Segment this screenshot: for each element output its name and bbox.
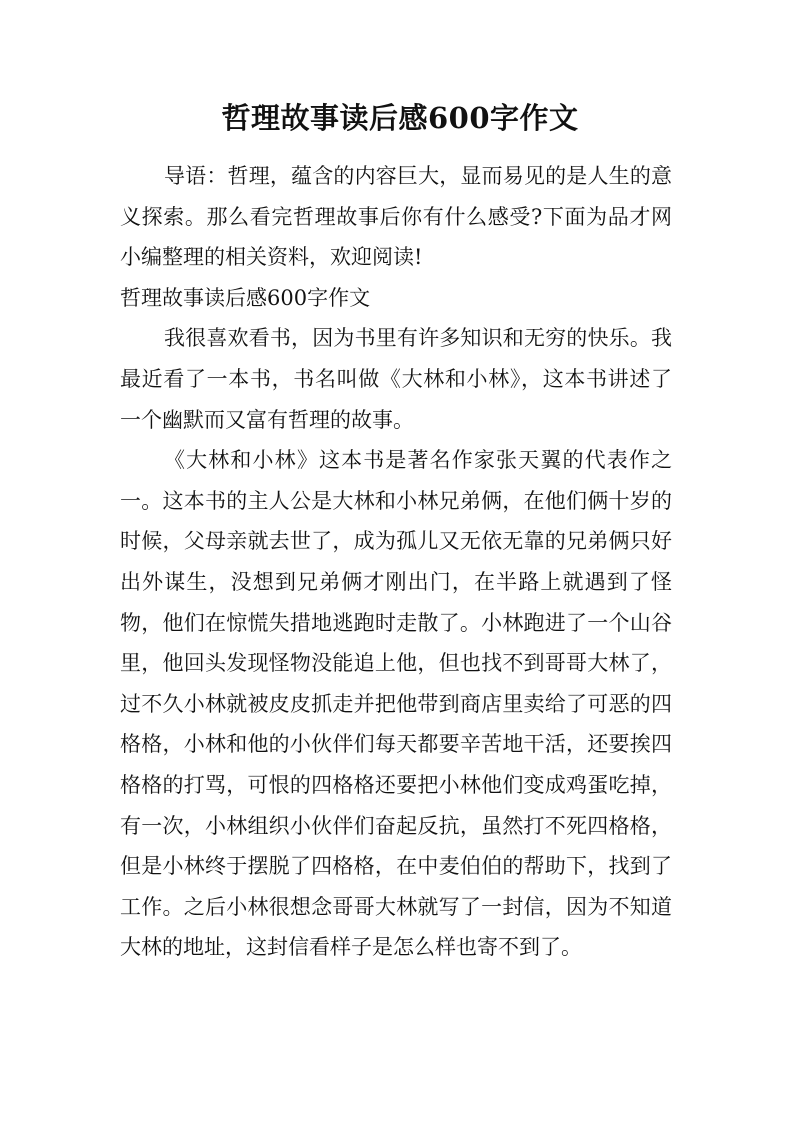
document-body: [120, 156, 672, 968]
section-subheading: 哲理故事读后感600字作文: [120, 285, 371, 310]
body-paragraph: 《大林和小林》这本书是著名作家张天翼的代表作之一。这本书的主人公是大林和小林兄弟俩，在他们俩十岁的时候，父母亲就去世了，成为孤儿又无依无靠的兄弟俩只好出外谋生，没想到兄弟俩才刚出门，在半路上就遇到了怪物，他们在惊慌失措地逃跑时走散了。小林跑进了一个山谷里，他回头发现怪物没能追上他，但也找不到哥哥大林了，过不久小林就被皮皮抓走并把他带到商店里卖给了可恶的四格格，小林和他的小伙伴们每天都要辛苦地干活，还要挨四格格的打骂，可恨的四格格还要把小林他们变成鸡蛋吃掉，有一次，小林组织小伙伴们奋起反抗，虽然打不死四格格，但是小林终于摆脱了四格格，在中麦伯伯的帮助下，找到了工作。之后小林很想念哥哥大林就写了一封信，因为不知道大林的地址，这封信看样子是怎么样也寄不到了。: [120, 448, 672, 960]
intro-paragraph: 导语：哲理，蕴含的内容巨大，显而易见的是人生的意义探索。那么看完哲理故事后你有什么感受?下面为品才网小编整理的相关资料，欢迎阅读!: [120, 164, 672, 270]
body-paragraph: 我很喜欢看书，因为书里有许多知识和无穷的快乐。我最近看了一本书，书名叫做《大林和小林》，这本书讲述了一个幽默而又富有哲理的故事。: [120, 326, 672, 432]
document-title: 哲理故事读后感600字作文: [221, 101, 579, 135]
